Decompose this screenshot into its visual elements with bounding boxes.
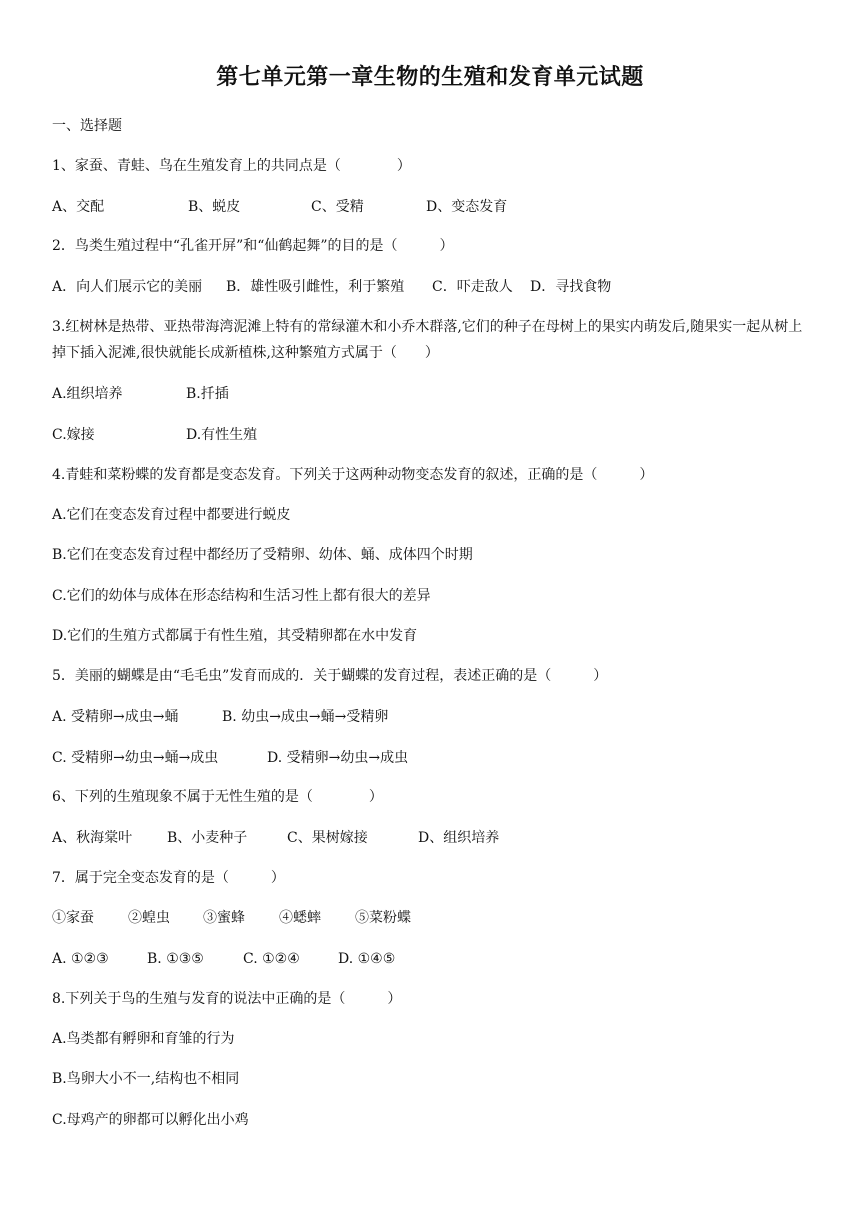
- option-d: D.有性生殖: [186, 427, 258, 443]
- option-a: A.它们在变态发育过程中都要进行蜕皮: [52, 507, 291, 523]
- option-c: C、果树嫁接: [287, 830, 368, 846]
- option-d: D．寻找食物: [530, 279, 612, 295]
- question-7-items: [52, 908, 411, 928]
- option-a: A．向人们展示它的美丽: [52, 279, 203, 295]
- question-8-stem: 8.下列关于鸟的生殖与发育的说法中正确的是（ ）: [52, 991, 402, 1007]
- option-a: A、交配: [52, 199, 105, 215]
- question-3-options-row2: [52, 425, 257, 445]
- option-c: C.它们的幼体与成体在形态结构和生活习性上都有很大的差异: [52, 588, 431, 604]
- question-1-stem: 1、家蚕、青蛙、鸟在生殖发育上的共同点是（ ）: [52, 158, 411, 174]
- item-4: ④蟋蟀: [279, 910, 321, 926]
- option-b: B. ①③⑤: [147, 951, 204, 967]
- item-3: ③蜜蜂: [203, 910, 245, 926]
- option-c: C. ①②④: [243, 951, 300, 967]
- option-c: C.母鸡产的卵都可以孵化出小鸡: [52, 1112, 249, 1128]
- option-a: A.鸟类都有孵卵和育雏的行为: [52, 1031, 235, 1047]
- option-d: D. ①④⑤: [338, 951, 396, 967]
- option-d: D. 受精卵→幼虫→成虫: [267, 750, 409, 766]
- section-heading: 一、选择题: [52, 118, 122, 134]
- option-a: A. 受精卵→成虫→蛹: [52, 709, 179, 725]
- item-5: ⑤菜粉蝶: [355, 910, 411, 926]
- option-b: B、蜕皮: [188, 199, 241, 215]
- option-b: B. 幼虫→成虫→蛹→受精卵: [222, 709, 389, 725]
- option-b: B.它们在变态发育过程中都经历了受精卵、幼体、蛹、成体四个时期: [52, 547, 473, 563]
- question-5-options-row2: [52, 748, 408, 768]
- question-4-stem: 4.青蛙和菜粉蝶的发育都是变态发育。下列关于这两种动物变态发育的叙述，正确的是（ ）: [52, 467, 654, 483]
- option-a: A.组织培养: [52, 386, 123, 402]
- option-a: A. ①②③: [52, 951, 109, 967]
- option-b: B.扦插: [186, 386, 229, 402]
- item-2: ②蝗虫: [128, 910, 170, 926]
- question-7-stem: 7．属于完全变态发育的是（ ）: [52, 870, 285, 886]
- question-5-options-row1: [52, 707, 388, 727]
- option-c: C、受精: [311, 199, 364, 215]
- question-5-stem: 5．美丽的蝴蝶是由“毛毛虫”发育而成的．关于蝴蝶的发育过程，表述正确的是（ ）: [52, 668, 608, 684]
- page-title: 第七单元第一章生物的生殖和发育单元试题: [216, 65, 644, 90]
- option-d: D、变态发育: [426, 199, 508, 215]
- question-6-options: [52, 828, 499, 848]
- item-1: ①家蚕: [52, 910, 94, 926]
- option-c: C．吓走敌人: [432, 279, 513, 295]
- question-6-stem: 6、下列的生殖现象不属于无性生殖的是（ ）: [52, 789, 383, 805]
- option-b: B、小麦种子: [167, 830, 248, 846]
- option-b: B.鸟卵大小不一,结构也不相同: [52, 1071, 240, 1087]
- question-3-stem: 3.红树林是热带、亚热带海湾泥滩上特有的常绿灌木和小乔木群落,它们的种子在母树上的果实内萌发后,随果实一起从树上掉下插入泥滩,很快就能长成新植株,这种繁殖方式属于（ ）: [52, 319, 803, 361]
- option-d: D、组织培养: [418, 830, 500, 846]
- option-c: C.嫁接: [52, 427, 95, 443]
- question-2-stem: 2．鸟类生殖过程中“孔雀开屏”和“仙鹤起舞”的目的是（ ）: [52, 238, 454, 254]
- question-2-options: [52, 277, 611, 297]
- question-7-options: [52, 949, 395, 969]
- option-a: A、秋海棠叶: [52, 830, 133, 846]
- option-b: B．雄性吸引雌性，利于繁殖: [226, 279, 405, 295]
- option-c: C. 受精卵→幼虫→蛹→成虫: [52, 750, 219, 766]
- option-d: D.它们的生殖方式都属于有性生殖，其受精卵都在水中发育: [52, 628, 418, 644]
- question-1-options: [52, 197, 507, 217]
- question-3-options-row1: [52, 384, 229, 404]
